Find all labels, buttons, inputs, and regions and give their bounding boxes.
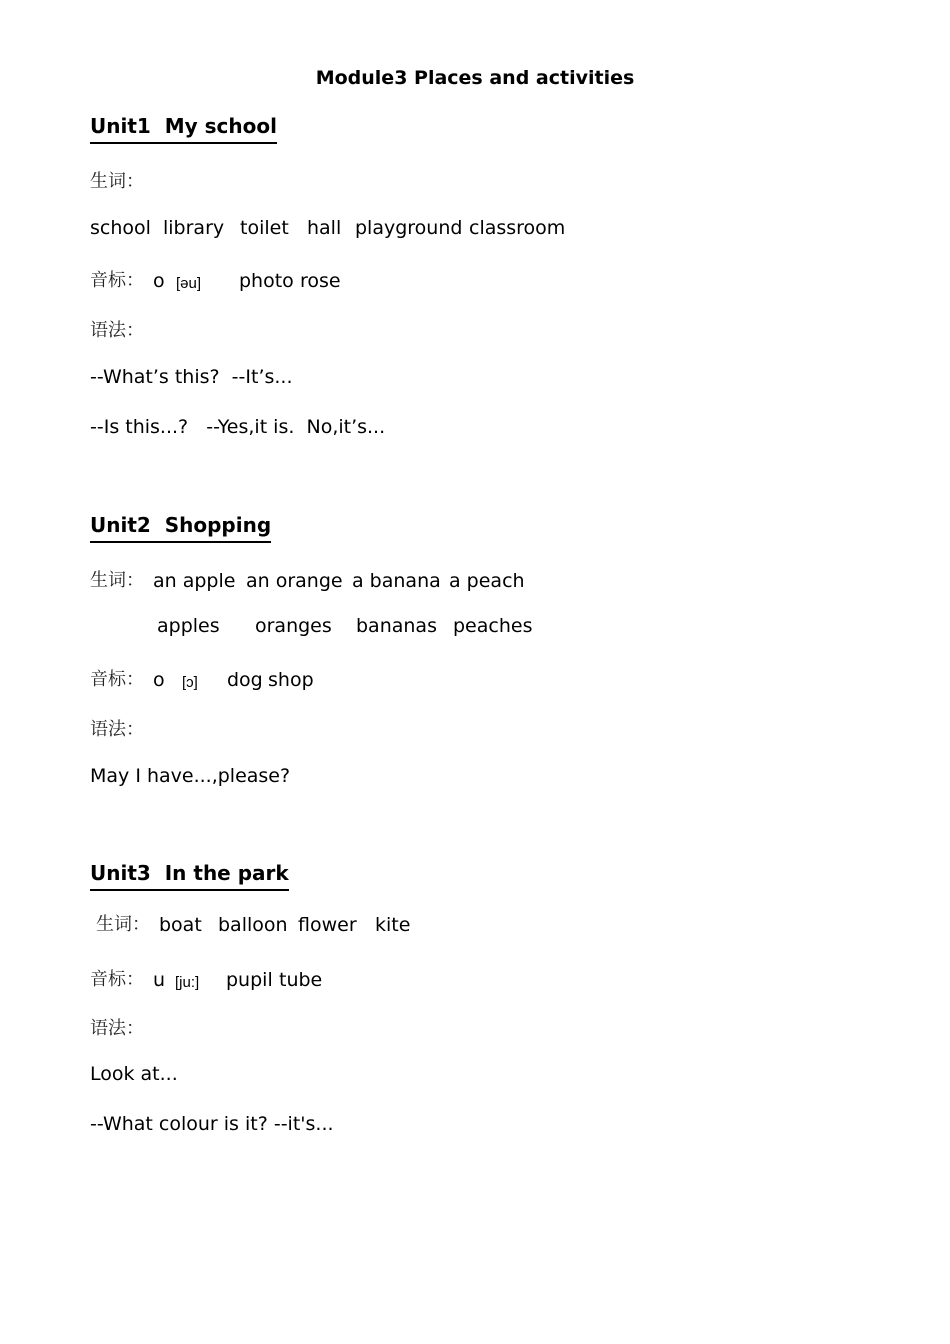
unit3-phonics-word: tube <box>279 969 323 991</box>
unit3-vocab-word: flower <box>298 914 357 936</box>
unit1-vocab-word: hall <box>307 217 342 239</box>
unit1-vocab-label: 生词： <box>90 171 144 192</box>
unit3-phonics-symbol: [ju:] <box>175 974 200 991</box>
unit3-phonics-word: pupil <box>226 969 273 991</box>
unit1-vocab-word: library <box>163 217 225 239</box>
unit1-grammar-line: --Is this...? --Yes,it is. No,it’s... <box>90 416 386 438</box>
document-title: Module3 Places and activities <box>315 67 635 89</box>
unit2-phonics-word: dog <box>227 669 263 691</box>
unit2-vocab-label: 生词： <box>90 570 144 591</box>
unit2-phonics-symbol: [ɔ] <box>182 674 198 691</box>
unit2-vocab-plural: oranges <box>255 615 332 637</box>
unit3-grammar-line: --What colour is it? --it's... <box>90 1113 334 1135</box>
unit1-grammar-label: 语法： <box>90 320 144 341</box>
unit1-grammar-line: --What’s this? --It’s... <box>90 366 293 388</box>
unit2-vocab-plural: bananas <box>356 615 437 637</box>
unit3-vocab-word: balloon <box>218 914 288 936</box>
unit3-vocab-word: kite <box>375 914 411 936</box>
unit3-vocab-label: 生词： <box>96 914 150 935</box>
unit2-vocab-word: an apple <box>153 570 236 592</box>
unit3-heading: Unit3 In the park <box>90 861 289 891</box>
unit3-phonics-letter: u <box>153 969 166 991</box>
unit3-grammar-line: Look at... <box>90 1063 178 1085</box>
unit2-phonics-letter: o <box>153 669 165 691</box>
unit2-phonics-label: 音标： <box>90 669 144 690</box>
unit1-vocab-word: playground <box>355 217 463 239</box>
unit2-grammar-label: 语法： <box>90 719 144 740</box>
unit1-vocab-word: school <box>90 217 151 239</box>
unit1-phonics-label: 音标： <box>90 270 144 291</box>
unit3-grammar-label: 语法： <box>90 1018 144 1039</box>
unit2-vocab-plural: apples <box>157 615 220 637</box>
unit3-phonics-label: 音标： <box>90 969 144 990</box>
unit2-heading: Unit2 Shopping <box>90 513 271 543</box>
unit3-vocab-word: boat <box>159 914 202 936</box>
unit1-phonics-letter: o <box>153 270 165 292</box>
unit2-vocab-word: a peach <box>449 570 525 592</box>
unit2-vocab-word: an orange <box>246 570 343 592</box>
unit1-heading: Unit1 My school <box>90 114 277 144</box>
unit1-vocab-word: toilet <box>240 217 289 239</box>
unit1-phonics-word: photo <box>239 270 294 292</box>
unit1-phonics-word: rose <box>300 270 341 292</box>
unit2-phonics-word: shop <box>268 669 314 691</box>
unit2-vocab-word: a banana <box>352 570 441 592</box>
unit2-grammar-line: May I have...,please? <box>90 765 291 787</box>
unit1-phonics-symbol: [əu] <box>176 275 202 292</box>
unit2-vocab-plural: peaches <box>453 615 533 637</box>
unit1-vocab-word: classroom <box>469 217 566 239</box>
